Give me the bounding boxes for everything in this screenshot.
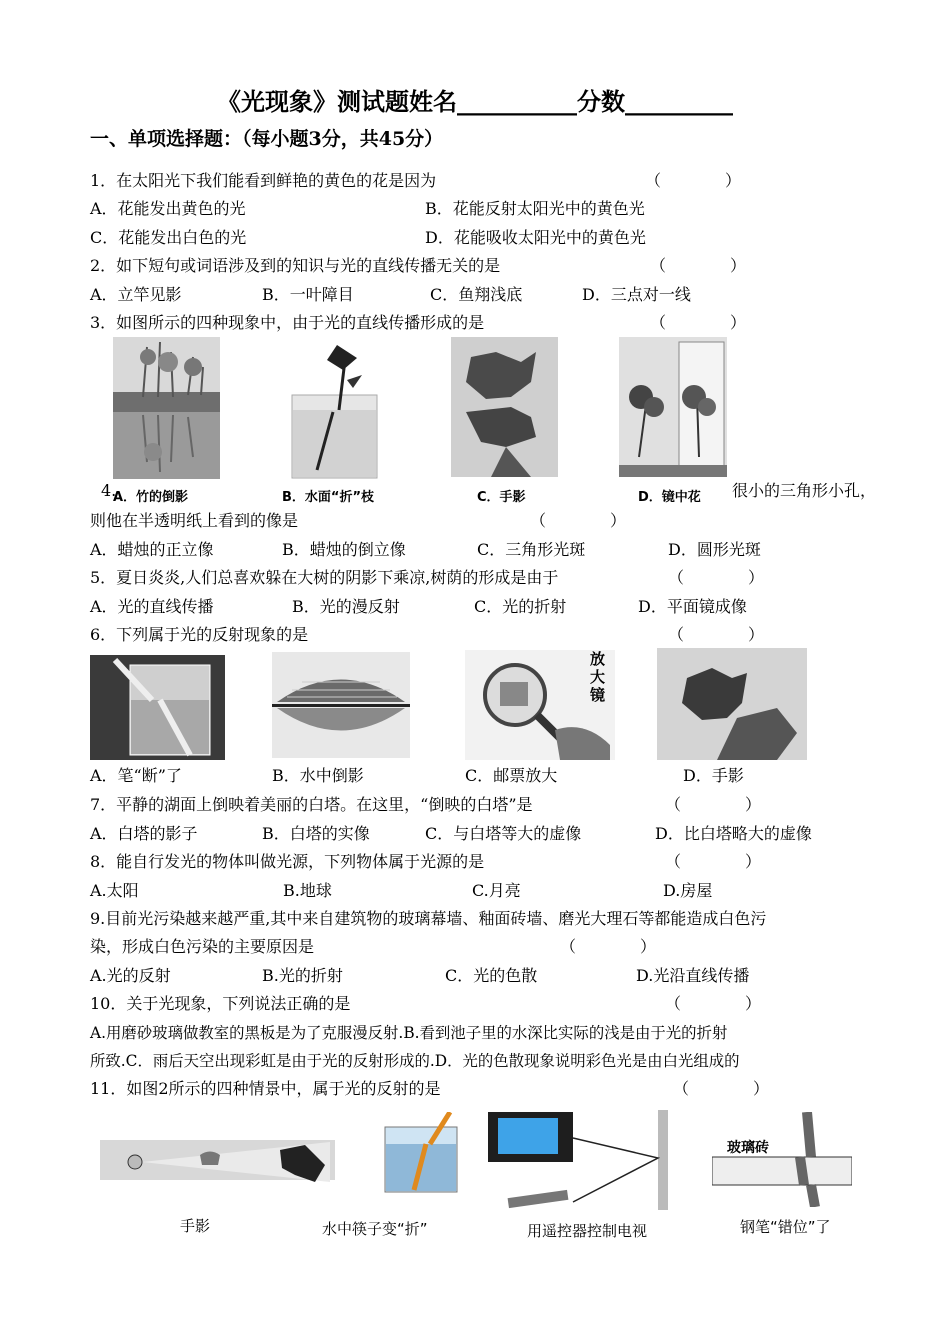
- q11-glass-brick-label: 玻璃砖: [727, 1140, 769, 1156]
- q1-option-b: B．花能反射太阳光中的黄色光: [425, 199, 645, 218]
- q11-caption-3: 用遥控器控制电视: [527, 1222, 648, 1240]
- q6-option-a: A．笔“断”了: [90, 766, 182, 785]
- q3-image-hand-shadow: [451, 337, 558, 477]
- q3-stem: 3．如图所示的四种现象中，由于光的直线传播形成的是: [90, 313, 485, 332]
- q3-answer-paren: （ ）: [650, 313, 747, 332]
- q4-option-a: A．蜡烛的正立像: [90, 540, 214, 559]
- q3-caption-a: A．竹的倒影: [113, 490, 189, 505]
- q1-option-a: A．花能发出黄色的光: [90, 199, 246, 218]
- q2-option-a: A．立竿见影: [90, 285, 182, 304]
- q3-image-flower-in-mirror: [619, 337, 727, 477]
- q11-answer-paren: （ ）: [673, 1079, 770, 1098]
- q2-stem: 2．如下短句或词语涉及到的知识与光的直线传播无关的是: [90, 256, 501, 275]
- q1-option-d: D．花能吸收太阳光中的黄色光: [425, 228, 646, 247]
- q5-stem: 5．夏日炎炎,人们总喜欢躲在大树的阴影下乘凉,树荫的形成是由于: [90, 568, 559, 587]
- q8-option-a: A.太阳: [90, 881, 139, 900]
- q9-stem-line1: 9.目前光污染越来越严重,其中来自建筑物的玻璃幕墙、釉面砖墙、磨光大理石等都能造成白色污: [90, 909, 767, 928]
- q8-option-d: D.房屋: [663, 881, 713, 900]
- q10-answer-paren: （ ）: [665, 994, 762, 1013]
- q6-option-d: D．手影: [683, 766, 744, 785]
- q2-answer-paren: （ ）: [650, 256, 747, 275]
- section-heading: 一、单项选择题：（每小题3分，共45分）: [90, 128, 444, 150]
- q7-option-d: D．比白塔略大的虚像: [655, 824, 812, 843]
- q6-option-c: C．邮票放大: [465, 766, 558, 785]
- q8-option-c: C.月亮: [472, 881, 521, 900]
- q5-option-c: C．光的折射: [474, 597, 567, 616]
- q8-stem: 8．能自行发光的物体叫做光源，下列物体属于光源的是: [90, 852, 485, 871]
- q6-image-reflection: [272, 652, 410, 758]
- q3-caption-b: B．水面“折”枝: [282, 490, 374, 505]
- q4-answer-paren: （ ）: [530, 511, 627, 530]
- q11-caption-4: 钢笔“错位”了: [740, 1218, 831, 1236]
- q9-stem-line2: 染，形成白色污染的主要原因是: [90, 937, 315, 956]
- q8-option-b: B.地球: [283, 881, 332, 900]
- q7-answer-paren: （ ）: [665, 795, 762, 814]
- q8-answer-paren: （ ）: [665, 852, 762, 871]
- q7-option-b: B．白塔的实像: [262, 824, 370, 843]
- q9-option-b: B.光的折射: [262, 966, 343, 985]
- q7-option-c: C．与白塔等大的虚像: [425, 824, 582, 843]
- q2-option-b: B．一叶障目: [262, 285, 354, 304]
- q9-option-a: A.光的反射: [90, 966, 171, 985]
- q2-option-d: D．三点对一线: [582, 285, 691, 304]
- q6-magnifier-label: 放大镜: [590, 650, 606, 704]
- q7-option-a: A．白塔的影子: [90, 824, 198, 843]
- q5-option-b: B．光的漫反射: [292, 597, 400, 616]
- q9-option-c: C．光的色散: [445, 966, 538, 985]
- q11-image-glass-brick-pen: [712, 1112, 852, 1207]
- q10-stem: 10．关于光现象，下列说法正确的是: [90, 994, 351, 1013]
- q1-stem: 1．在太阳光下我们能看到鲜艳的黄色的花是因为: [90, 171, 437, 190]
- page-title: 《光现象》测试题姓名__________分数_________: [217, 87, 733, 116]
- q1-answer-paren: （ ）: [645, 171, 742, 190]
- q11-image-chopstick-in-water: [380, 1112, 462, 1194]
- q11-caption-2: 水中筷子变“折”: [322, 1220, 428, 1238]
- q4-option-d: D．圆形光斑: [668, 540, 761, 559]
- q6-answer-paren: （ ）: [668, 625, 765, 644]
- q5-option-a: A．光的直线传播: [90, 597, 214, 616]
- q4-stem-tail: 很小的三角形小孔，: [732, 481, 877, 500]
- q6-image-hand-shadow: [657, 648, 807, 760]
- q7-stem: 7．平静的湖面上倒映着美丽的白塔。在这里，“倒映的白塔”是: [90, 795, 533, 814]
- q3-caption-d: D．镜中花: [638, 490, 701, 505]
- q5-option-d: D．平面镜成像: [638, 597, 747, 616]
- q3-caption-c: C．手影: [477, 490, 526, 505]
- q10-options-line1: A.用磨砂玻璃做教室的黑板是为了克服漫反射.B.看到池子里的水深比实际的浅是由于光的折射: [90, 1024, 728, 1042]
- q3-image-branch-in-water: [287, 340, 382, 480]
- q1-option-c: C．花能发出白色的光: [90, 228, 247, 247]
- q4-option-c: C．三角形光斑: [477, 540, 586, 559]
- q4-stem-line2: 则他在半透明纸上看到的像是: [90, 511, 299, 530]
- q4-number: 4.: [101, 481, 117, 500]
- q6-stem: 6．下列属于光的反射现象的是: [90, 625, 309, 644]
- q2-option-c: C．鱼翔浅底: [430, 285, 523, 304]
- q10-options-line2: 所致.C．雨后天空出现彩虹是由于光的反射形成的.D．光的色散现象说明彩色光是由白光组成的: [90, 1052, 740, 1070]
- q3-image-bamboo-reflection: [113, 337, 220, 479]
- q4-option-b: B．蜡烛的倒立像: [282, 540, 406, 559]
- q6-image-pen-in-water: [90, 655, 225, 760]
- q9-answer-paren: （ ）: [560, 937, 657, 956]
- q11-stem: 11．如图2所示的四种情景中，属于光的反射的是: [90, 1079, 441, 1098]
- q11-image-remote-control-tv: [488, 1110, 678, 1210]
- q9-option-d: D.光沿直线传播: [636, 966, 750, 985]
- q5-answer-paren: （ ）: [668, 568, 765, 587]
- q11-image-hand-shadow: [100, 1130, 335, 1190]
- q11-caption-1: 手影: [180, 1217, 211, 1235]
- q6-option-b: B．水中倒影: [272, 766, 364, 785]
